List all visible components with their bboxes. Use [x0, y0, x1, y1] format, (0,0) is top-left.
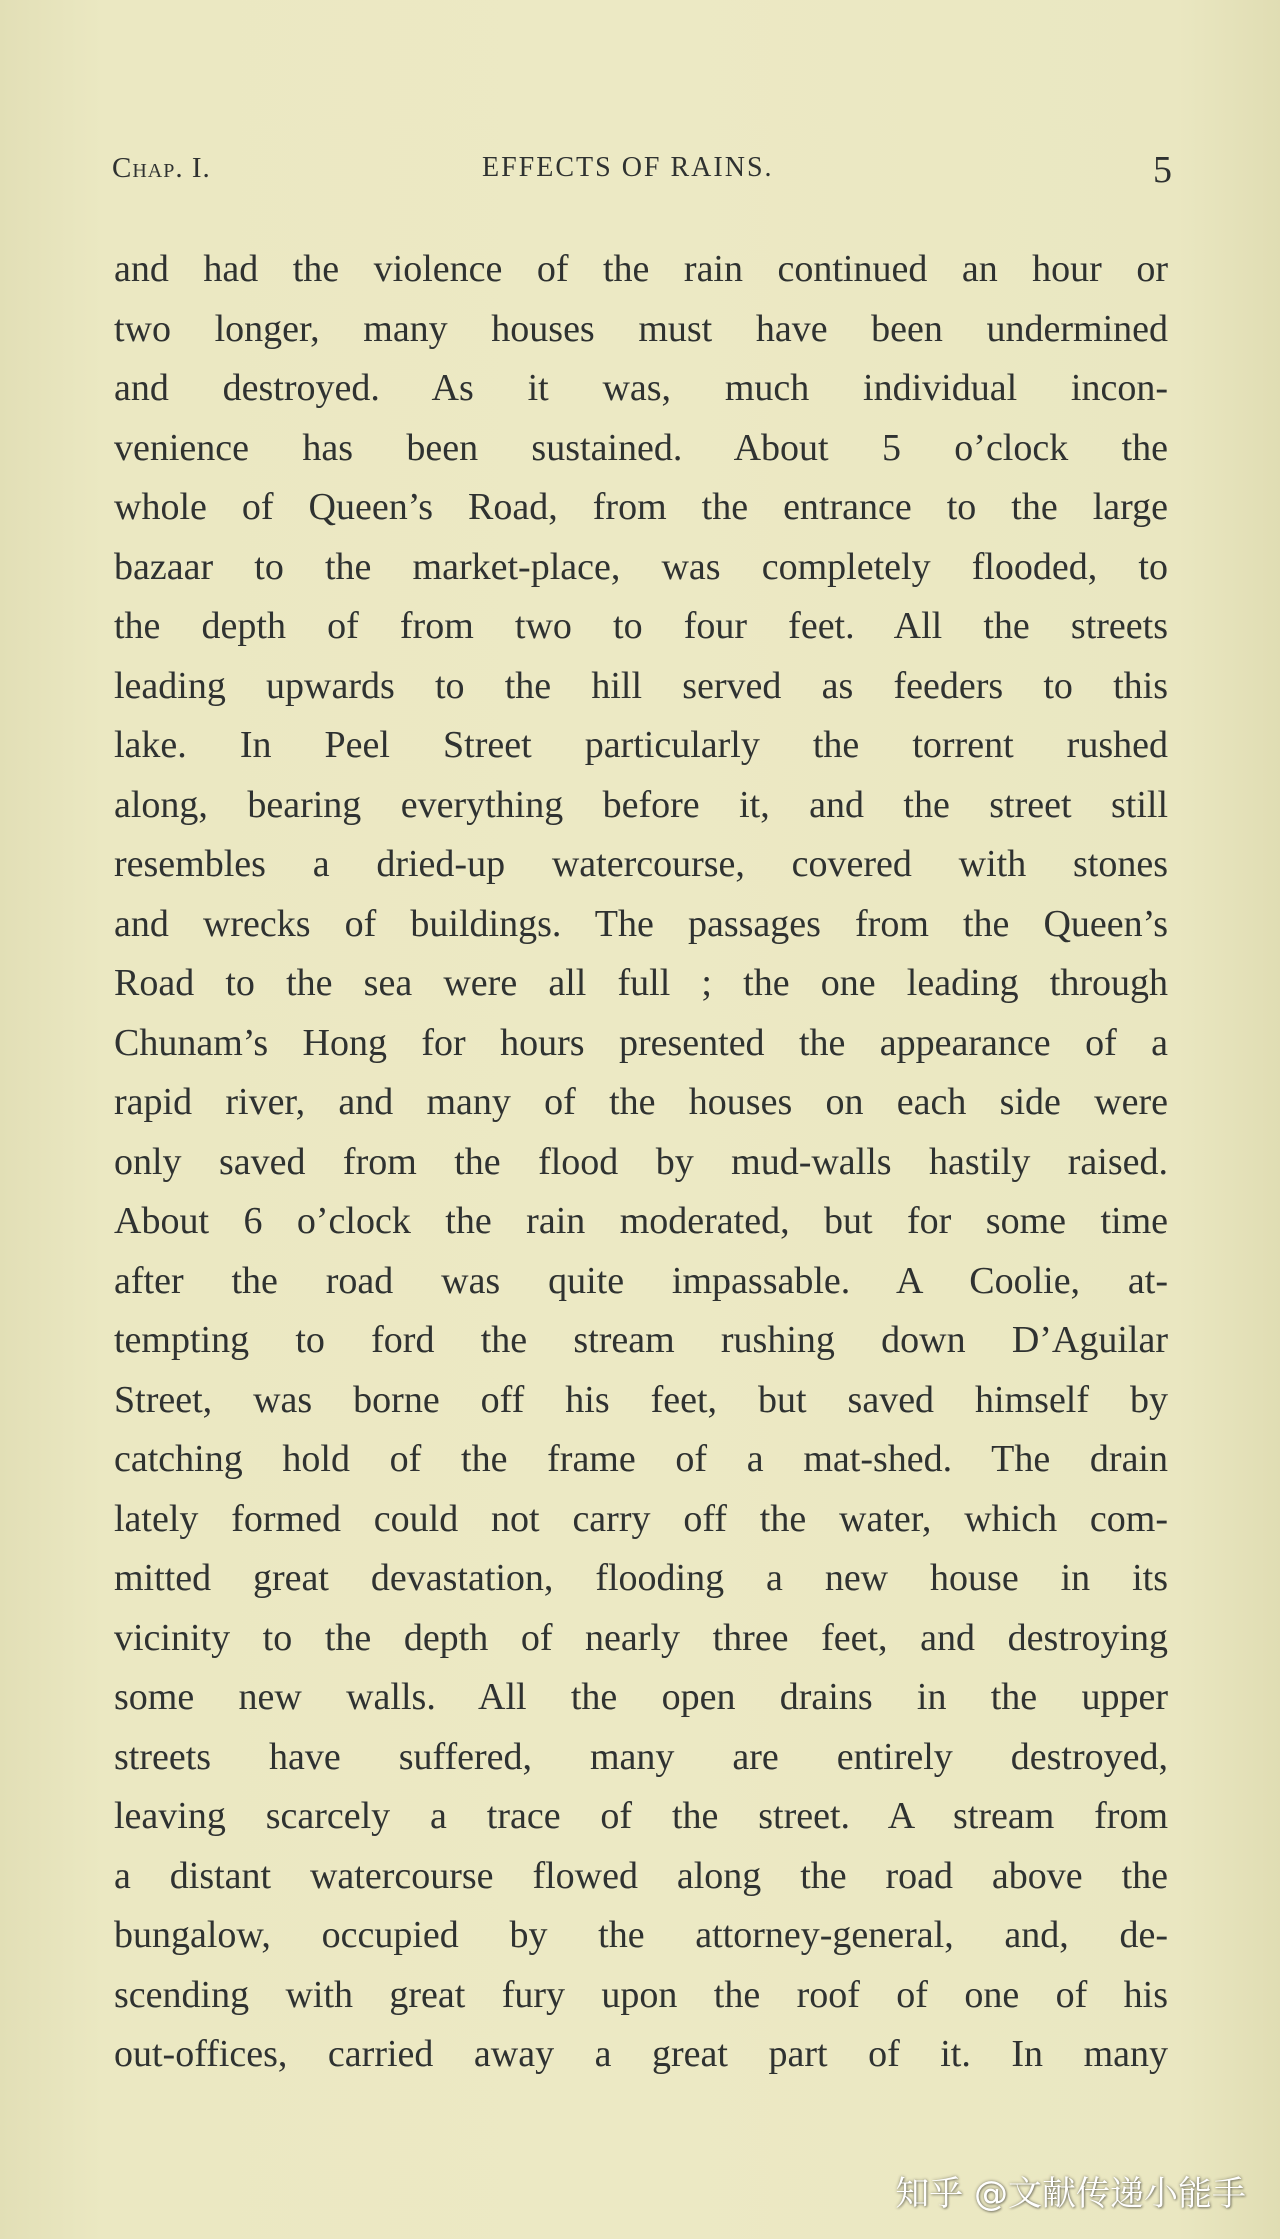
text-line: only saved from the flood by mud-walls hastily raised.: [114, 1140, 1168, 1183]
text-line: lake. In Peel Street particularly the torrent rushed: [114, 724, 1168, 766]
chapter-label: Chap. I.: [112, 152, 211, 184]
text-line: the depth of from two to four feet. All the streets: [114, 605, 1168, 647]
text-line: rapid river, and many of the houses on each side were: [114, 1081, 1168, 1123]
text-line: About 6 o’clock the rain moderated, but for some time: [114, 1200, 1168, 1242]
text-line: whole of Queen’s Road, from the entrance to the large: [114, 486, 1168, 528]
text-line: bungalow, occupied by the attorney-general, and, de-: [114, 1914, 1168, 1956]
text-line: Road to the sea were all full ; the one leading through: [114, 962, 1168, 1004]
text-line: lately formed could not carry off the water, which com-: [114, 1497, 1168, 1540]
running-head: [112, 148, 1172, 192]
text-line: some new walls. All the open drains in the upper: [114, 1676, 1168, 1718]
text-line: leaving scarcely a trace of the street. A stream from: [114, 1795, 1168, 1837]
text-line: mitted great devastation, flooding a new house in its: [114, 1557, 1168, 1599]
running-title: EFFECTS OF RAINS.: [482, 152, 774, 183]
text-line: out-offices, carried away a great part of it. In many: [114, 2033, 1168, 2075]
text-line: Street, was borne off his feet, but saved himself by: [114, 1378, 1168, 1421]
text-line: venience has been sustained. About 5 o’clock the: [114, 426, 1168, 469]
text-line: streets have suffered, many are entirely destroyed,: [114, 1735, 1168, 1778]
text-line: Chunam’s Hong for hours presented the appearance of a: [114, 1021, 1168, 1064]
text-line: resembles a dried-up watercourse, covered with stones: [114, 843, 1168, 885]
body-text: [114, 240, 1168, 2085]
text-line: and had the violence of the rain continued an hour or: [114, 248, 1168, 290]
text-line: a distant watercourse flowed along the road above the: [114, 1854, 1168, 1897]
text-line: and wrecks of buildings. The passages from the Queen’s: [114, 902, 1168, 945]
text-line: and destroyed. As it was, much individual incon-: [114, 367, 1168, 409]
text-line: tempting to ford the stream rushing down D’Aguilar: [114, 1319, 1168, 1361]
watermark: 知乎 @文献传递小能手: [895, 2174, 1246, 2214]
text-line: leading upwards to the hill served as feeders to this: [114, 664, 1168, 707]
text-line: vicinity to the depth of nearly three feet, and destroying: [114, 1616, 1168, 1659]
text-line: bazaar to the market-place, was completely flooded, to: [114, 545, 1168, 588]
text-line: scending with great fury upon the roof of one of his: [114, 1973, 1168, 2016]
page-number: 5: [1153, 149, 1172, 191]
text-line: two longer, many houses must have been undermined: [114, 307, 1168, 350]
text-line: after the road was quite impassable. A Coolie, at-: [114, 1259, 1168, 1302]
text-line: catching hold of the frame of a mat-shed. The drain: [114, 1438, 1168, 1480]
text-line: along, bearing everything before it, and the street still: [114, 783, 1168, 826]
